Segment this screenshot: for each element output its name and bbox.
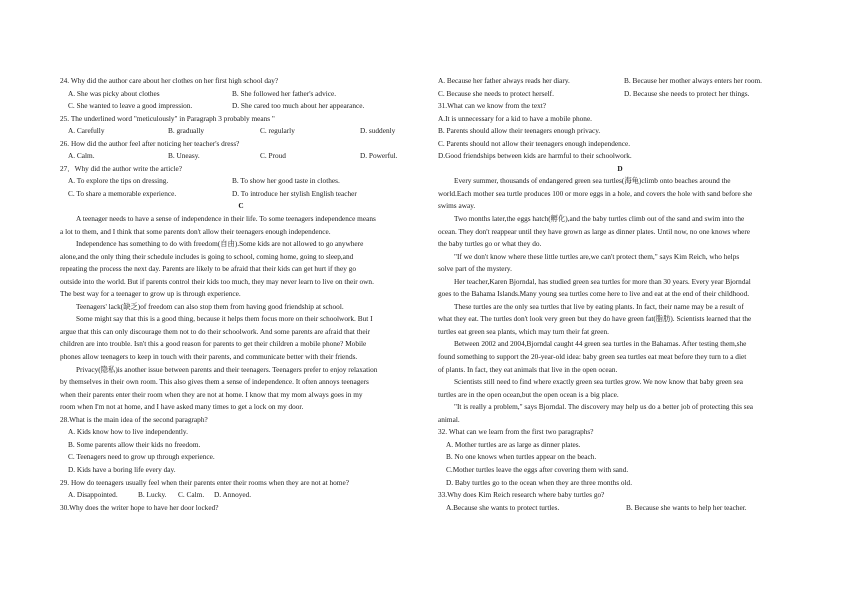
passage-c-line: A teenager needs to have a sense of independence in their life. To some teenagers independence means <box>76 214 376 224</box>
option-28-b: B. Some parents allow their kids no freedom. <box>68 439 201 449</box>
passage-c-line: Some might say that this is a good thing, because it helps them focus more on their schoolwork. But I <box>76 314 373 324</box>
passage-d-line: the baby turtles go or what they do. <box>438 239 542 249</box>
option-27-b: B. To show her good taste in clothes. <box>232 176 340 186</box>
option-32-a: A. Mother turtles are as large as dinner plates. <box>446 439 581 449</box>
question-29-stem: 29. How do teenagers usually feel when their parents enter their rooms when they are not at home? <box>60 477 349 487</box>
passage-c-line: room when I'm not at home, and I have asked many times to get a lock on my door. <box>60 402 304 412</box>
option-24-b: B. She followed her father's advice. <box>232 88 337 98</box>
passage-c-line: by themselves in their own room. This also gives them a sense of independence. It often annoys teenagers <box>60 377 369 387</box>
passage-c-line: phones allow teenagers to keep in touch with their parents, and communicate better with their friends. <box>60 352 358 362</box>
question-27-stem: 27．Why did the author write the article? <box>60 163 182 173</box>
option-33-b: B. Because she wants to help her teacher. <box>626 502 747 512</box>
option-24-d: D. She cared too much about her appearance. <box>232 101 365 111</box>
passage-d-line: turtles eat green sea plants, which may turn their fat green. <box>438 326 610 336</box>
option-29-d: D. Annoyed. <box>214 490 252 500</box>
question-25-options <box>60 125 422 138</box>
passage-c-line: outside into the world. But if parents control their kids too much, they may never learn to live on their own. <box>60 276 374 286</box>
passage-d-line: ocean. They don't reappear until they have grown as large as dinner plates. Until now, no one knows where <box>438 226 751 236</box>
question-30-options-cd <box>438 88 802 101</box>
question-27-options-cd <box>60 188 422 201</box>
option-31-c: C. Parents should not allow their teenagers enough independence. <box>438 138 631 148</box>
option-26-c: C. Proud <box>260 151 286 161</box>
option-31-b: B. Parents should allow their teenagers enough privacy. <box>438 126 601 136</box>
question-31-stem: 31.What can we know from the text? <box>438 101 546 111</box>
option-25-d: D. suddenly <box>360 126 396 136</box>
passage-d-line: Between 2002 and 2004,Bjorndal caught 44 green sea turtles in the Bahamas. After testing them,she <box>454 339 747 349</box>
option-25-a: A. Carefully <box>68 126 105 136</box>
option-32-b: B. No one knows when turtles appear on the beach. <box>446 452 597 462</box>
option-26-b: B. Uneasy. <box>168 151 200 161</box>
passage-d-line: Every summer, thousands of endangered green sea turtles(海龟)climb onto beaches around the <box>454 176 731 186</box>
question-27-options-ab <box>60 175 422 188</box>
option-28-d: D. Kids have a boring life every day. <box>68 464 176 474</box>
question-26-stem: 26. How did the author feel after noticing her teacher's dress? <box>60 138 240 148</box>
option-27-a: A. To explore the tips on dressing. <box>68 176 169 186</box>
question-33-stem: 33.Why does Kim Reich research where baby turtles go? <box>438 490 605 500</box>
passage-d-line: These turtles are the only sea turtles that live by eating plants. In fact, their name may be a result of <box>454 301 744 311</box>
passage-c-line: a lot to them, and I think that some parents don't allow their teenagers enough independence. <box>60 226 331 236</box>
section-d-heading: D <box>617 163 623 173</box>
question-30-options-ab <box>438 75 802 88</box>
option-24-c: C. She wanted to leave a good impression. <box>68 101 193 111</box>
left-column <box>60 75 422 514</box>
passage-d-line: of plants. In fact, they eat animals that live in the open ocean. <box>438 364 618 374</box>
option-30-c: C. Because she needs to protect herself. <box>438 88 554 98</box>
option-32-c: C.Mother turtles leave the eggs after covering them with sand. <box>446 464 629 474</box>
question-25-stem: 25. The underlined word "meticulously" in Paragraph 3 probably means " <box>60 113 275 123</box>
question-28-stem: 28.What is the main idea of the second paragraph? <box>60 414 208 424</box>
question-29-options <box>60 489 422 502</box>
option-27-d: D. To introduce her stylish English teacher <box>232 188 357 198</box>
option-24-a: A. She was picky about clothes <box>68 88 160 98</box>
option-29-a: A. Disappointed. <box>68 490 118 500</box>
passage-c-line: when their parents enter their room when they are not at home. I know that my mom always goes in my <box>60 389 363 399</box>
question-32-stem: 32. What can we learn from the first two paragraphs? <box>438 427 594 437</box>
option-30-d: D. Because she needs to protect her things. <box>624 88 750 98</box>
passage-d-line: turtles are in the open ocean,but the open ocean is a big place. <box>438 389 619 399</box>
option-25-b: B. gradually <box>168 126 205 136</box>
passage-d-line: Scientists still need to find where exactly green sea turtles grow. We now know that baby green sea <box>454 377 743 387</box>
option-32-d: D. Baby turtles go to the ocean when they are three months old. <box>446 477 633 487</box>
option-28-c: C. Teenagers need to grow up through experience. <box>68 452 215 462</box>
option-26-a: A. Calm. <box>68 151 95 161</box>
option-30-b: B. Because her mother always enters her room. <box>624 76 762 85</box>
passage-d-line: "If we don't know where these little turtles are,we can't protect them," says Kim Reich, who helps <box>454 251 740 261</box>
question-24-options-cd <box>60 100 422 113</box>
option-29-b: B. Lucky. <box>138 490 167 500</box>
question-24-options-ab <box>60 88 422 101</box>
passage-c-line: children are into trouble. Isn't this a good reason for parents to get their children a mobile phone? Mobile <box>60 339 367 349</box>
option-31-d: D.Good friendships between kids are harmful to their schoolwork. <box>438 151 632 161</box>
question-30-stem: 30.Why does the writer hope to have her door locked? <box>60 502 219 512</box>
passage-c-line: argue that this can only discourage them not to do their schoolwork. And some parents are afraid that their <box>60 326 371 336</box>
passage-d-line: "It is really a problem," says Bjorndal. The discovery may help us do a better job of protecting this sea <box>454 402 754 412</box>
passage-d-line: animal. <box>438 414 460 424</box>
passage-c-line: Privacy(隐私)is another issue between parents and their teenagers. Teenagers prefer to enjoy relaxation <box>76 364 378 374</box>
passage-d-line: what they eat. The turtles don't look very green but they do have green fat(脂肪). Scientists learned that the <box>438 314 752 324</box>
passage-d-line: found something to support the 20-year-old idea: baby green sea turtles eat meat before they turn to a diet <box>438 352 747 362</box>
passage-c-line: The best way for a teenager to grow up is through experience. <box>60 289 241 299</box>
option-25-c: C. regularly <box>260 126 295 136</box>
passage-c-line: Independence has something to do with freedom(自由).Some kids are not allowed to go anywhere <box>76 239 364 249</box>
option-28-a: A. Kids know how to live independently. <box>68 427 188 437</box>
passage-d-line: world.Each mother sea turtle produces 100 or more eggs in a hole, and covers the hole with sand before she <box>438 188 753 198</box>
option-30-a: A. Because her father always reads her diary. <box>438 76 570 85</box>
right-column <box>438 75 802 514</box>
option-27-c: C. To share a memorable experience. <box>68 188 177 198</box>
option-29-c: C. Calm. <box>178 490 205 500</box>
passage-d-line: swims away. <box>438 201 476 211</box>
passage-c-line: Teenagers' lack(缺乏)of freedom can also stop them from having good friendship at school. <box>76 301 344 311</box>
option-31-a: A.It is unnecessary for a kid to have a mobile phone. <box>438 113 593 123</box>
section-c-heading: C <box>238 201 244 211</box>
question-24-stem: 24. Why did the author care about her clothes on her first high school day? <box>60 76 279 85</box>
passage-d-line: goes to the Bahama Islands.Many young sea turtles come here to live and eat at the end of their childhood. <box>438 289 750 299</box>
passage-d-line: Two months later,the eggs hatch(孵化),and the baby turtles climb out of the sand and swim into the <box>454 214 745 224</box>
option-33-a: A.Because she wants to protect turtles. <box>446 502 560 512</box>
passage-d-line: solve part of the mystery. <box>438 264 512 274</box>
question-26-options <box>60 150 422 163</box>
passage-c-line: alone,and the only thing their schedule includes is going to school, coming home, going to sleep,and <box>60 251 354 261</box>
option-26-d: D. Powerful. <box>360 151 398 161</box>
question-33-options-ab <box>438 502 802 515</box>
passage-d-line: Her teacher,Karen Bjorndal, has studied green sea turtles for more than 30 years. Every year Bjorndal <box>454 276 751 286</box>
passage-c-line: repeating the process the next day. Parents are likely to be afraid that their kids can get hurt if they go <box>60 264 356 274</box>
